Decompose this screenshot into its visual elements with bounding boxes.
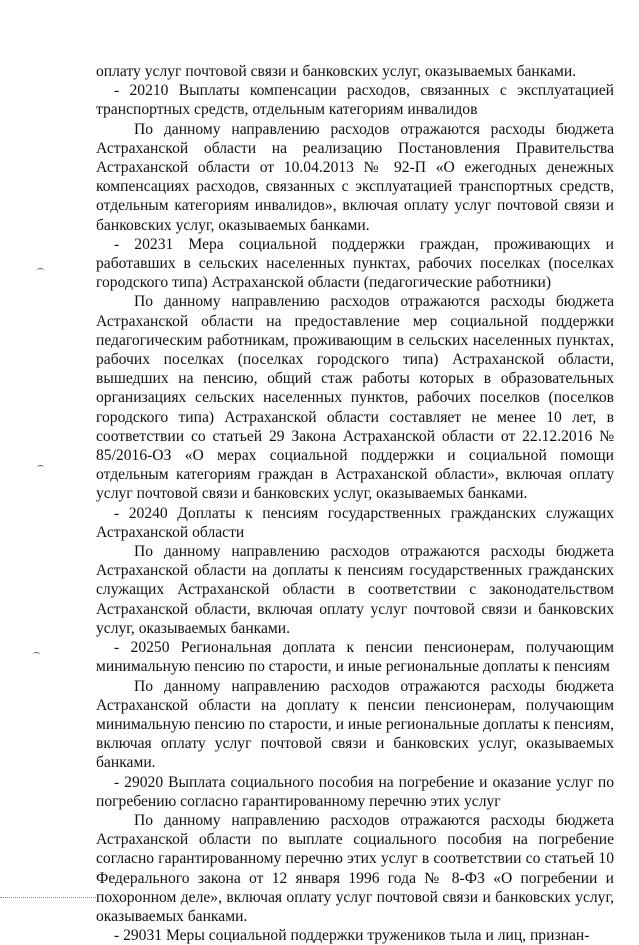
- paragraph-continuation: оплату услуг почтовой связи и банковских услуг, оказываемых банками.: [96, 63, 577, 80]
- expense-code-20231: - 20231 Мера социальной поддержки граждан, проживающих и работавших в сельских населенных пунктах, рабочих поселках (поселках городского типа) Астраханской области (педагогические работники): [96, 235, 614, 292]
- expense-code-20210: - 20210 Выплаты компенсации расходов, связанных с эксплуатацией транспортных средств, отдельным категориям инвалидов: [96, 82, 614, 119]
- expense-description-29020: По данному направлению расходов отражаются расходы бюджета Астраханской области по выплате социального пособия на погребение согласно гарантированному перечню этих услуг в соответствии со статьей 10 Федерального закона от 12 января 1996 года № 8-ФЗ «О погребении и похоронном деле», включая оплату услуг почтовой связи и банковских услуг, оказываемых банками.: [96, 811, 614, 925]
- expense-code-20240: - 20240 Доплаты к пенсиям государственных гражданских служащих Астраханской области: [96, 504, 614, 541]
- expense-description-20240: По данному направлению расходов отражаются расходы бюджета Астраханской области на доплаты к пенсиям государственных гражданских служащих Астраханской области в соответствии с законодательством Астраханской области, включая оплату услуг почтовой связи и банковских услуг, оказываемых банками.: [96, 543, 614, 637]
- scan-artifact: [37, 268, 44, 273]
- expense-code-29031: - 29031 Меры социальной поддержки тружеников тыла и лиц, признан-: [114, 927, 590, 945]
- expense-code-29020: - 29020 Выплата социального пособия на погребение и оказание услуг по погребению согласно гарантированному перечню этих услуг: [96, 773, 614, 810]
- expense-description-20210: По данному направлению расходов отражаются расходы бюджета Астраханской области на реализацию Постановления Правительства Астраханской области от 10.04.2013 № 92-П «О ежегодных денежных компенсациях расходов, связанных с эксплуатацией транспортных средств, отдельным категориям инвалидов», включая оплату услуг почтовой связи и банковских услуг, оказываемых банками.: [96, 120, 614, 234]
- footer-rule: [0, 897, 96, 898]
- expense-code-20250: - 20250 Региональная доплата к пенсии пенсионерам, получающим минимальную пенсию по старости, и иные региональные доплаты к пенсиям: [96, 639, 614, 676]
- expense-description-20250: По данному направлению расходов отражаются расходы бюджета Астраханской области на доплату к пенсии пенсионерам, получающим минимальную пенсию по старости, и иные региональные доплаты к пенсиям, включая оплату услуг почтовой связи и банковских услуг, оказываемых банками.: [96, 677, 614, 772]
- scan-artifact: [37, 465, 44, 470]
- document-body: [96, 62, 614, 945]
- scan-artifact: [33, 652, 40, 657]
- expense-description-20231: По данному направлению расходов отражаются расходы бюджета Астраханской области на предоставление мер социальной поддержки педагогическим работникам, проживающим в сельских населенных пунктах, рабочих поселках (поселках городского типа) Астраханской области, вышедших на пенсию, общий стаж работы которых в образовательных организациях сельских населенных пунктов, рабочих поселков (поселков городского типа) Астраханской области составляет не менее 10 лет, в соответствии со статьей 29 Закона Астраханской области от 22.12.2016 № 85/2016-ОЗ «О мерах социальной поддержки и социальной помощи отдельным категориям граждан в Астраханской области», включая оплату услуг почтовой связи и банковских услуг, оказываемых банками.: [96, 293, 614, 503]
